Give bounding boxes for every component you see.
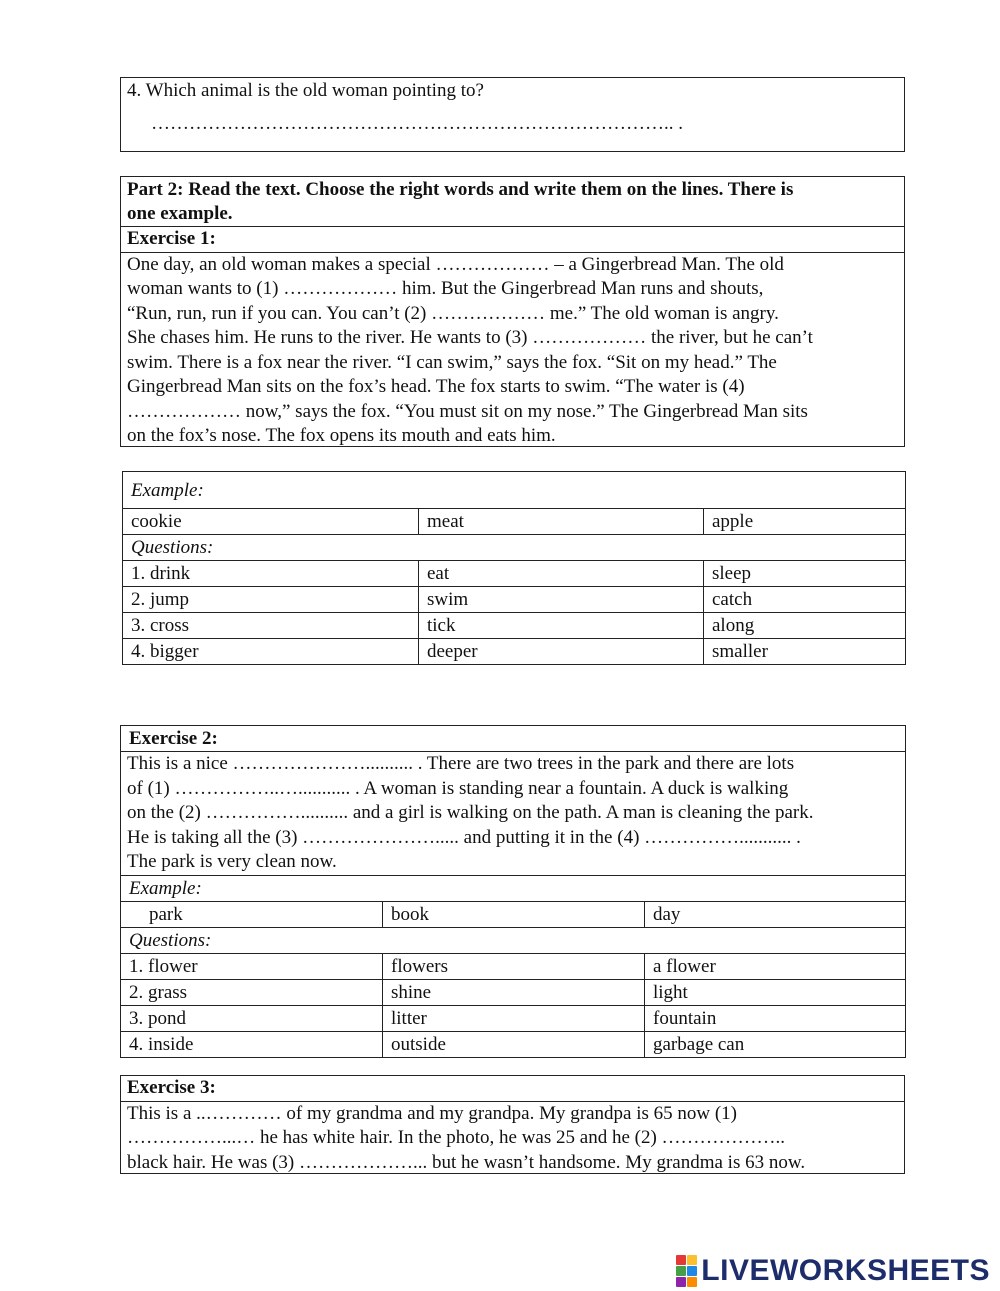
part2-heading-line1: Part 2: Read the text. Choose the right words and write them on the lines. There is (127, 179, 794, 200)
option-cell[interactable]: swim (419, 587, 704, 613)
option-cell[interactable]: 2. jump (123, 587, 419, 613)
passage-line: “Run, run, run if you can. You can’t (2) ……………… me.” The old woman is angry. (127, 302, 779, 324)
passage-line: on the fox’s nose. The fox opens its mouth and eats him. (127, 425, 556, 446)
passage-line: The park is very clean now. (127, 851, 337, 872)
option-cell[interactable]: flowers (383, 953, 645, 979)
table-row (123, 587, 906, 613)
passage-line: This is a nice ………………….......... . There are two trees in the park and there are lots (127, 753, 795, 774)
option-cell[interactable]: 4. inside (121, 1031, 383, 1057)
option-cell[interactable]: tick (419, 613, 704, 639)
option-cell[interactable]: along (704, 613, 906, 639)
table-row (123, 472, 906, 509)
exercise3-box (120, 1075, 905, 1174)
option-cell[interactable]: fountain (645, 1005, 906, 1031)
passage-line: swim. There is a fox near the river. “I can swim,” says the fox. “Sit on my head.” The (127, 351, 777, 373)
table-row (123, 561, 906, 587)
table-row (121, 752, 906, 876)
exercise3-title: Exercise 3: (127, 1077, 216, 1098)
passage-line: of (1) ……………..…........... . A woman is standing near a fountain. A duck is walking (127, 777, 789, 799)
exercise2-passage (121, 752, 906, 876)
part2-heading (121, 177, 904, 226)
logo-block (687, 1266, 697, 1276)
table-row (121, 875, 906, 901)
answer-line[interactable]: ……………………………………………………………………….. . (151, 112, 683, 134)
option-cell[interactable]: shine (383, 979, 645, 1005)
exercise3-passage (121, 1102, 904, 1176)
table-row (121, 901, 906, 927)
logo-mark-icon (676, 1255, 697, 1287)
table-row (121, 726, 906, 752)
option-cell[interactable]: 3. cross (123, 613, 419, 639)
option-cell[interactable]: deeper (419, 639, 704, 665)
option-cell: book (383, 901, 645, 927)
passage-line: black hair. He was (3) ………………... but he wasn’t handsome. My grandma is 63 now. (127, 1151, 806, 1173)
table-row (121, 1005, 906, 1031)
table-row (123, 509, 906, 535)
table-row (121, 953, 906, 979)
option-cell[interactable]: a flower (645, 953, 906, 979)
logo-block (676, 1255, 686, 1265)
option-cell[interactable]: 2. grass (121, 979, 383, 1005)
table-row (123, 535, 906, 561)
logo-text: LIVEWORKSHEETS (701, 1254, 990, 1287)
exercise1-title: Exercise 1: (127, 228, 216, 249)
logo-block (676, 1277, 686, 1287)
option-cell[interactable]: 3. pond (121, 1005, 383, 1031)
logo-block (687, 1255, 697, 1265)
option-cell[interactable]: eat (419, 561, 704, 587)
passage-line: woman wants to (1) ……………… him. But the Gingerbread Man runs and shouts, (127, 278, 764, 299)
passage-line: ……………… now,” says the fox. “You must sit on my nose.” The Gingerbread Man sits (127, 400, 808, 422)
option-cell: day (645, 901, 906, 927)
option-cell: park (121, 901, 383, 927)
passage-line: ……………...… he has white hair. In the photo, he was 25 and he (2) ……………….. (127, 1127, 786, 1148)
option-cell[interactable]: sleep (704, 561, 906, 587)
example-label: Example: (123, 472, 906, 509)
passage-line: Gingerbread Man sits on the fox’s head. The fox starts to swim. “The water is (4) (127, 376, 745, 397)
question-4-text: 4. Which animal is the old woman pointing to? (127, 80, 484, 101)
table-row (121, 927, 906, 953)
part2-exercise1-box (120, 176, 905, 447)
passage-line: on the (2) …………….......... and a girl is walking on the path. A man is cleaning the park. (127, 802, 814, 823)
logo-block (687, 1277, 697, 1287)
questions-label: Questions: (121, 927, 906, 953)
table-row (123, 639, 906, 665)
exercise2-title: Exercise 2: (121, 726, 906, 752)
table-row (121, 979, 906, 1005)
option-cell[interactable]: garbage can (645, 1031, 906, 1057)
option-cell[interactable]: catch (704, 587, 906, 613)
option-cell[interactable]: smaller (704, 639, 906, 665)
option-cell[interactable]: litter (383, 1005, 645, 1031)
option-cell[interactable]: light (645, 979, 906, 1005)
liveworksheets-logo (676, 1255, 990, 1287)
option-cell[interactable]: 1. flower (121, 953, 383, 979)
option-cell[interactable]: 4. bigger (123, 639, 419, 665)
passage-line: She chases him. He runs to the river. He wants to (3) ……………… the river, but he can’t (127, 327, 813, 348)
part2-heading-line2: one example. (127, 203, 233, 224)
table-row (121, 1031, 906, 1057)
question-4-box (120, 77, 905, 152)
logo-block (676, 1266, 686, 1276)
table-row (123, 613, 906, 639)
exercise2-table (120, 725, 906, 1058)
passage-line: He is taking all the (3) …………………..... and putting it in the (4) ……………........... . (127, 826, 801, 848)
option-cell[interactable]: 1. drink (123, 561, 419, 587)
option-cell: cookie (123, 509, 419, 535)
passage-line: This is a ..………… of my grandma and my grandpa. My grandpa is 65 now (1) (127, 1102, 738, 1124)
example-label: Example: (121, 875, 906, 901)
option-cell: meat (419, 509, 704, 535)
exercise1-options-table (122, 471, 906, 665)
option-cell[interactable]: outside (383, 1031, 645, 1057)
questions-label: Questions: (123, 535, 906, 561)
passage-line: One day, an old woman makes a special ……………… – a Gingerbread Man. The old (127, 253, 784, 275)
option-cell: apple (704, 509, 906, 535)
exercise1-passage (121, 253, 904, 449)
